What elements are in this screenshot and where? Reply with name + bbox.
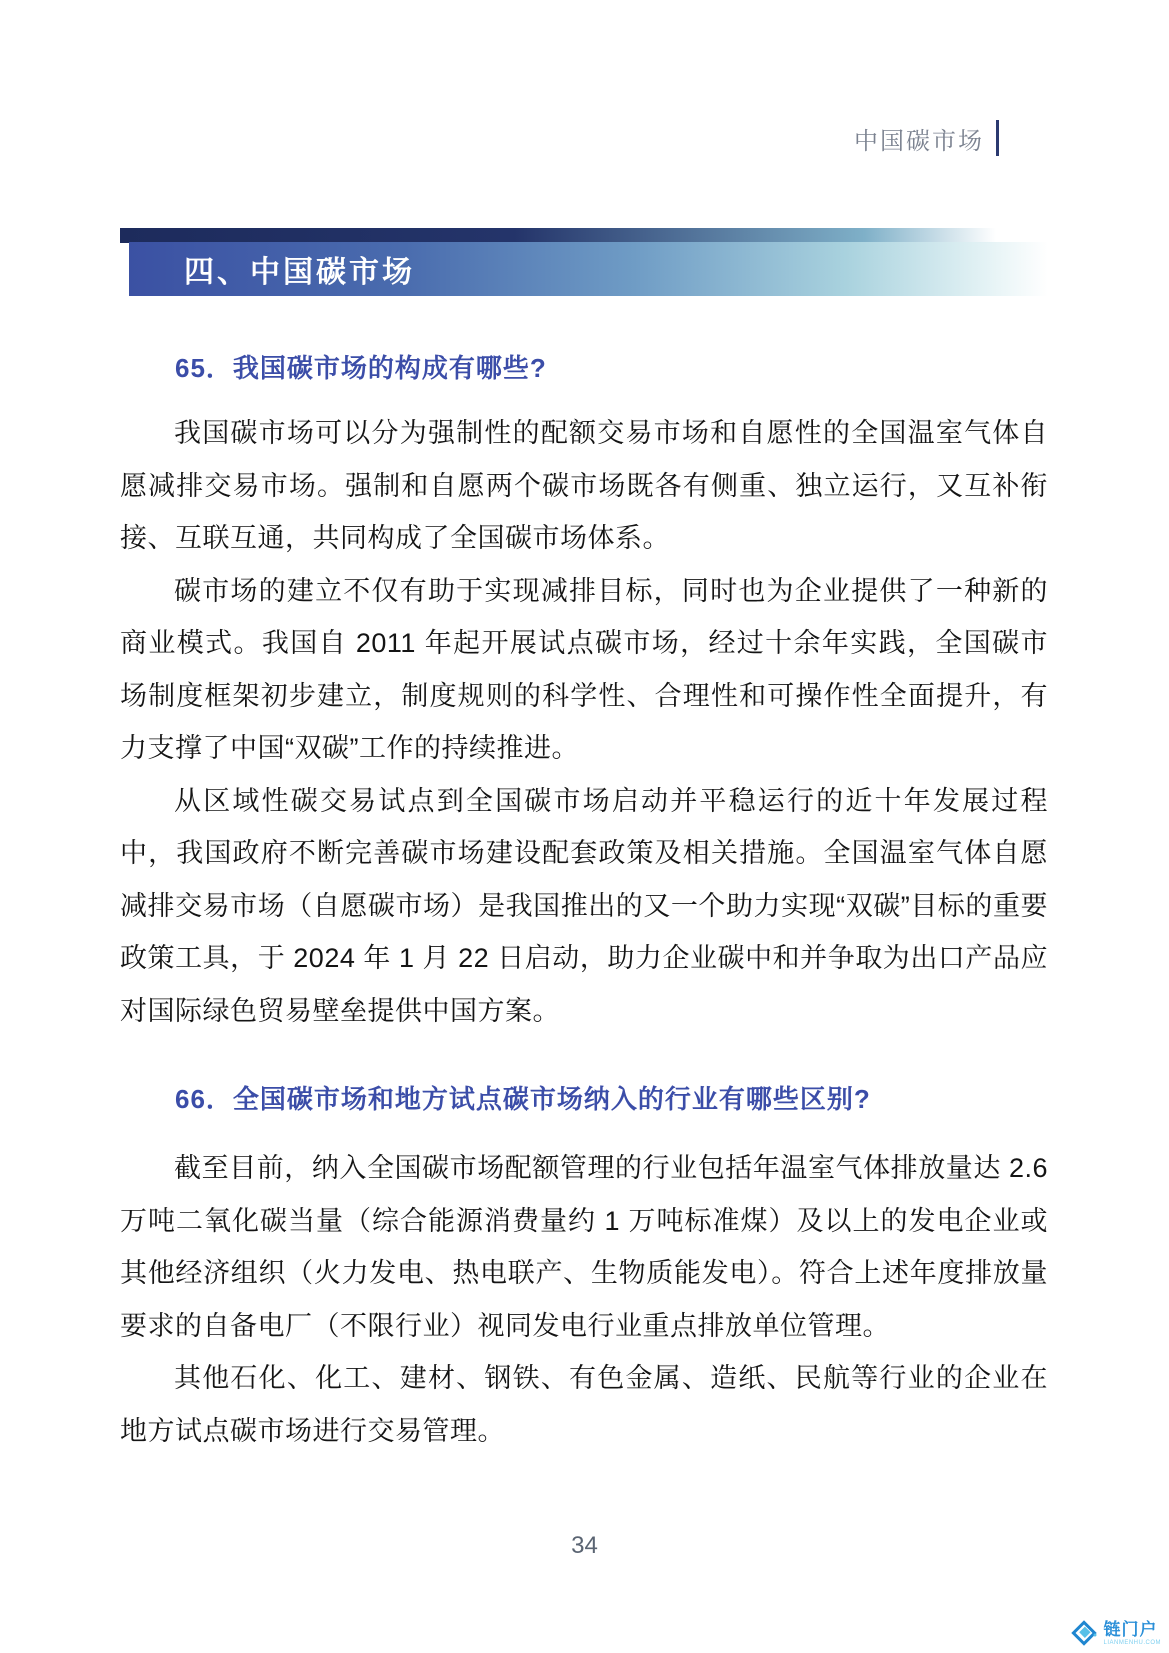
header-divider-bar [996,120,999,156]
paragraph: 从区域性碳交易试点到全国碳市场启动并平稳运行的近十年发展过程中，我国政府不断完善碳市场建设配套政策及相关措施。全国温室气体自愿减排交易市场（自愿碳市场）是我国推出的又一个助力实现“双碳”目标的重要政策工具，于 2024 年 1 月 22 日启动，助力企业碳中和并争取为出口产品应对国际绿色贸易壁垒提供中国方案。 [120,785,1048,1026]
chapter-title: 四、中国碳市场 [184,256,415,289]
diamond-logo-icon [1070,1619,1098,1647]
chapter-banner [120,228,1048,296]
page-number: 34 [571,1532,598,1559]
paragraph: 我国碳市场可以分为强制性的配额交易市场和自愿性的全国温室气体自愿减排交易市场。强制和自愿两个碳市场既各有侧重、独立运行，又互补衔接、互联互通，共同构成了全国碳市场体系。 [120,418,1048,553]
watermark-logo [1070,1619,1161,1647]
running-header-title: 中国碳市场 [854,127,984,155]
paragraph: 截至目前，纳入全国碳市场配额管理的行业包括年温室气体排放量达 2.6 万吨二氧化碳当量（综合能源消费量约 1 万吨标准煤）及以上的发电企业或其他经济组织（火力发电、热电联产、生物质能发电）。符合上述年度排放量要求的自备电厂（不限行业）视同发电行业重点排放单位管理。 [120,1153,1048,1341]
paragraph: 碳市场的建立不仅有助于实现减排目标，同时也为企业提供了一种新的商业模式。我国自 2011 年起开展试点碳市场，经过十余年实践，全国碳市场制度框架初步建立，制度规则的科学性、合理性和可操作性全面提升，有力支撑了中国“双碳”工作的持续推进。 [120,575,1048,763]
logo-domain-text: LIANMENHU.COM [1103,1639,1161,1646]
chapter-banner-back-strip [120,228,996,243]
logo-text-block [1103,1621,1161,1646]
main-content [120,296,1048,1457]
running-header [854,120,999,156]
chapter-banner-bar [129,242,1048,296]
question-66-heading: 66．全国碳市场和地方试点碳市场纳入的行业有哪些区别? [175,1084,871,1114]
question-65-heading: 65．我国碳市场的构成有哪些? [175,353,547,383]
paragraph: 其他石化、化工、建材、钢铁、有色金属、造纸、民航等行业的企业在地方试点碳市场进行交易管理。 [120,1363,1048,1446]
logo-brand-text: 链门户 [1103,1619,1158,1639]
